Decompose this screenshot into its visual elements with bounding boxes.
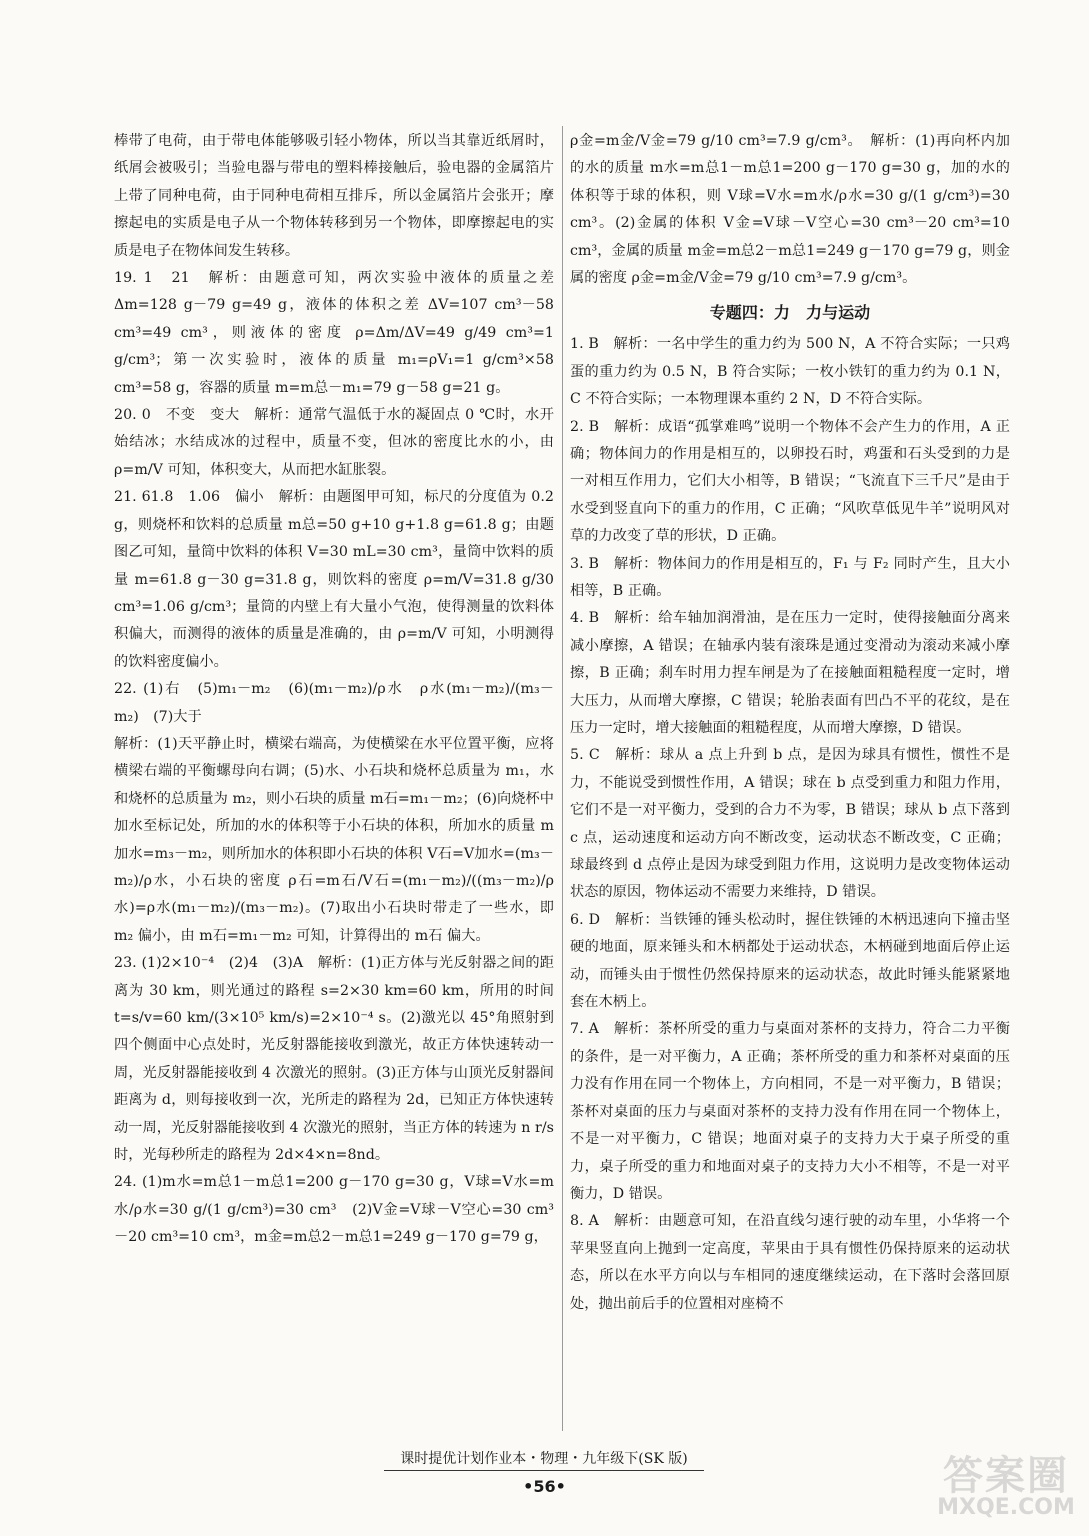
watermark-logo — [931, 1444, 1081, 1534]
right-column — [570, 128, 1010, 1426]
answer-22: 22. (1)右 (5)m₁－m₂ (6)(m₁－m₂)/ρ水 ρ水(m₁－m₂)/(m₃－m₂) (7)大于 — [114, 681, 554, 725]
answer-20: 20. 0 不变 变大 解析：通常气温低于水的凝固点 0 ℃时，水开始结冰；水结成冰的过程中，质量不变，但冰的密度比水的小，由 ρ=m/V 可知，体积变大，从而把水缸胀裂。 — [114, 407, 554, 478]
paragraph: 棒带了电荷，由于带电体能够吸引轻小物体，所以当其靠近纸屑时，纸屑会被吸引；当验电器与带电的塑料棒接触后，验电器的金属箔片上带了同种电荷，由于同种电荷相互排斥，所以金属箔片会张开；摩擦起电的实质是电子从一个物体转移到另一个物体，即摩擦起电的实质是电子在物体间发生转移。 — [114, 133, 554, 259]
answer-8: 8. A 解析：由题意可知，在沿直线匀速行驶的动车里，小华将一个苹果竖直向上抛到一定高度，苹果由于具有惯性仍保持原来的运动状态，所以在水平方向以与车相同的速度继续运动，在下落时会落回原处，抛出前后手的位置相对座椅不 — [570, 1213, 1010, 1312]
watermark-top: 答案圈 — [943, 1453, 1069, 1499]
answer-19: 19. 1 21 解析：由题意可知，两次实验中液体的质量之差 Δm=128 g－79 g=49 g，液体的体积之差 ΔV=107 cm³－58 cm³=49 cm³，则液体的密度 ρ=Δm/ΔV=49 g/49 cm³=1 g/cm³；第一次实验时，液体的质量 m₁=ρV₁=1 g/cm³×58 cm³=58 g，容器的质量 m=m总－m₁=79 g－58 g=21 g。 — [114, 270, 554, 396]
section-title: 专题四：力 力与运动 — [709, 303, 871, 323]
answer-24: 24. (1)m水=m总1－m总1=200 g－170 g=30 g，V球=V水=m水/ρ水=30 g/(1 g/cm³)=30 cm³ (2)V金=V球－V空心=30 cm³－20 cm³=10 cm³，m金=m总2－m总1=249 g－170 g=79 g， — [114, 1174, 554, 1246]
column-divider — [562, 126, 563, 1431]
answer-24-cont: ρ金=m金/V金=79 g/10 cm³=7.9 g/cm³。 解析：(1)再向杯内加的水的质量 m水=m总1－m总1=200 g－170 g=30 g，加的水的体积等于球的体积，则 V球=V水=m水/ρ水=30 g/(1 g/cm³)=30 cm³。(2)金属的体积 V金=V球－V空心=30 cm³－20 cm³=10 cm³，金属的质量 m金=m总2－m总1=249 g－170 g=79 g，则金属的密度 ρ金=m金/V金=79 g/10 cm³=7.9 g/cm³。 — [570, 133, 1010, 287]
left-column — [114, 128, 554, 1426]
watermark-bottom: MXQE.COM — [937, 1495, 1075, 1520]
answer-7: 7. A 解析：茶杯所受的重力与桌面对茶杯的支持力，符合二力平衡的条件，是一对平衡力，A 正确；茶杯所受的重力和茶杯对桌面的压力没有作用在同一个物体上，方向相同，不是一对平衡力，B 错误；茶杯对桌面的压力与桌面对茶杯的支持力没有作用在同一个物体上，不是一对平衡力，C 错误；地面对桌子的支持力大于桌子所受的重力，桌子所受的重力和地面对桌子的支持力大小不相等，不是一对平衡力，D 错误。 — [570, 1021, 1010, 1202]
answer-22-analysis: 解析：(1)天平静止时，横梁右端高，为使横梁在水平位置平衡，应将横梁右端的平衡螺母向右调；(5)水、小石块和烧杯总质量为 m₁，水和烧杯的总质量为 m₂，则小石块的质量 m石=m₁－m₂；(6)向烧杯中加水至标记处，所加的水的体积等于小石块的体积，所加水的质量 m加水=m₃－m₂，则所加水的体积即小石块的体积 V石=V加水=(m₃－m₂)/ρ水，小石块的密度 ρ石=m石/V石=(m₁－m₂)/((m₃－m₂)/ρ水)=ρ水(m₁－m₂)/(m₃－m₂)。(7)取出小石块时带走了一些水，即 m₂ 偏小，由 m石=m₁－m₂ 可知，计算得出的 m石 偏大。 — [114, 735, 554, 944]
footer-book-title: 课时提优计划作业本・物理・九年级下(SK 版) — [384, 1448, 704, 1471]
page-number: •56• — [523, 1477, 566, 1496]
answer-1: 1. B 解析：一名中学生的重力约为 500 N，A 不符合实际；一只鸡蛋的重力约为 0.5 N，B 符合实际；一枚小铁钉的重力约为 0.1 N，C 不符合实际；一本物理课本重约 2 N，D 不符合实际。 — [570, 336, 1010, 408]
answer-2: 2. B 解析：成语“孤掌难鸣”说明一个物体不会产生力的作用，A 正确；物体间力的作用是相互的，以卵投石时，鸡蛋和石头受到的力是一对相互作用力，它们大小相等，B 错误；“飞流直下三千尺”是由于水受到竖直向下的重力的作用，C 正确；“风吹草低见牛羊”说明风对草的力改变了草的形状，D 正确。 — [570, 418, 1010, 545]
answer-23: 23. (1)2×10⁻⁴ (2)4 (3)A 解析：(1)正方体与光反射器之间的距离为 30 km，则光通过的路程 s=2×30 km=60 km，所用的时间 t=s/v=60 km/(3×10⁵ km/s)=2×10⁻⁴ s。(2)激光以 45°角照射到四个侧面中心点处时，光反射器能接收到激光，故正方体快速转动一周，光反射器能接收到 4 次激光的照射。(3)正方体与山顶光反射器间距离为 d，则每接收到一次，光所走的路程为 2d，已知正方体快速转动一周，光反射器能接收到 4 次激光的照射，当正方体的转速为 n r/s 时，光每秒所走的路程为 2d×4×n=8nd。 — [114, 955, 554, 1164]
answer-6: 6. D 解析：当铁锤的锤头松动时，握住铁锤的木柄迅速向下撞击坚硬的地面，原来锤头和木柄都处于运动状态，木柄碰到地面后停止运动，而锤头由于惯性仍然保持原来的运动状态，故此时锤头能紧紧地套在木柄上。 — [570, 911, 1010, 1011]
answer-4: 4. B 解析：给车轴加润滑油，是在压力一定时，使得接触面分离来减小摩擦，A 错误；在轴承内装有滚珠是通过变滑动为滚动来减小摩擦，B 正确；刹车时用力捏车闸是为了在接触面粗糙程度一定时，增大压力，从而增大摩擦，C 错误；轮胎表面有凹凸不平的花纹，是在压力一定时，增大接触面的粗糙程度，从而增大摩擦，D 错误。 — [570, 610, 1010, 736]
answer-21: 21. 61.8 1.06 偏小 解析：由题图甲可知，标尺的分度值为 0.2 g，则烧杯和饮料的总质量 m总=50 g+10 g+1.8 g=61.8 g；由题图乙可知，量筒中饮料的体积 V=30 mL=30 cm³，量筒中饮料的质量 m=61.8 g－30 g=31.8 g，则饮料的密度 ρ=m/V=31.8 g/30 cm³=1.06 g/cm³；量筒的内壁上有大量小气泡，使得测量的饮料体积偏大，而测得的液体的质量是准确的，由 ρ=m/V 可知，小明测得的饮料密度偏小。 — [114, 489, 554, 670]
answer-5: 5. C 解析：球从 a 点上升到 b 点，是因为球具有惯性，惯性不是力，不能说受到惯性作用，A 错误；球在 b 点受到重力和阻力作用，它们不是一对平衡力，受到的合力不为零，B 错误；球从 b 点下落到 c 点，运动速度和运动方向不断改变，运动状态不断改变，C 正确；球最终到 d 点停止是因为球受到阻力作用，这说明力是改变物体运动状态的原因，物体运动不需要力来维持，D 错误。 — [570, 747, 1010, 901]
answer-3: 3. B 解析：物体间力的作用是相互的，F₁ 与 F₂ 同时产生，且大小相等，B 正确。 — [570, 555, 1010, 599]
